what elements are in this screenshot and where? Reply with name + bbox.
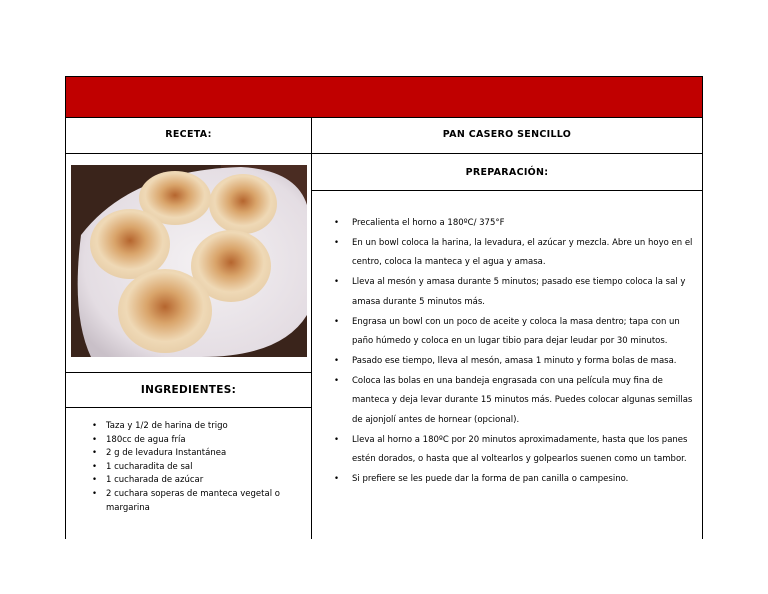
step-item: • En un bowl coloca la harina, la levadura, el azúcar y mezcla. Abre un hoyo en el centro, coloca la manteca y el agua y amasa.: [334, 234, 699, 273]
preparacion-label: PREPARACIÓN:: [465, 167, 549, 178]
step-item: • Coloca las bolas en una bandeja engrasada con una película muy fina de manteca y deja levar durante 15 minutos más. Puedes colocar algunas semillas de ajonjolí antes de hornear (opcional).: [334, 372, 699, 431]
step-item: • Si prefiere se les puede dar la forma de pan canilla o campesino.: [334, 470, 699, 490]
ingredient-item: • 1 cucharadita de sal: [92, 461, 292, 475]
step-item: • Pasado ese tiempo, lleva al mesón, amasa 1 minuto y forma bolas de masa.: [334, 352, 699, 372]
recipe-title: PAN CASERO SENCILLO: [442, 129, 572, 140]
row-divider: [66, 153, 311, 154]
header-bar: [66, 77, 702, 118]
ingredient-item: • Taza y 1/2 de harina de trigo: [92, 420, 292, 434]
row-divider: [312, 190, 702, 191]
row-divider: [66, 407, 311, 408]
step-item: • Precalienta el horno a 180ºC/ 375°F: [334, 214, 699, 234]
preparation-steps: [334, 214, 699, 490]
ingredient-item: • 2 cuchara soperas de manteca vegetal o margarina: [92, 488, 292, 515]
ingredient-item: • 180cc de agua fría: [92, 434, 292, 448]
row-divider: [66, 372, 311, 373]
step-item: • Lleva al horno a 180ºC por 20 minutos aproximadamente, hasta que los panes estén dorados, o hasta que al voltearlos y golpearlos suenen como un tambor.: [334, 431, 699, 470]
recipe-table: [65, 76, 703, 539]
column-divider: [311, 117, 312, 539]
receta-label: RECETA:: [165, 129, 212, 140]
step-item: • Engrasa un bowl con un poco de aceite y coloca la masa dentro; tapa con un paño húmedo y coloca en un lugar tibio para dejar leudar por 30 minutos.: [334, 313, 699, 352]
ingredient-item: • 1 cucharada de azúcar: [92, 474, 292, 488]
step-item: • Lleva al mesón y amasa durante 5 minutos; pasado ese tiempo coloca la sal y amasa durante 5 minutos más.: [334, 273, 699, 312]
ingredients-list: [92, 420, 292, 515]
ingredientes-label: INGREDIENTES:: [140, 384, 237, 396]
ingredient-item: • 2 g de levadura Instantánea: [92, 447, 292, 461]
bread-photo: [71, 165, 307, 357]
row-divider: [312, 153, 702, 154]
